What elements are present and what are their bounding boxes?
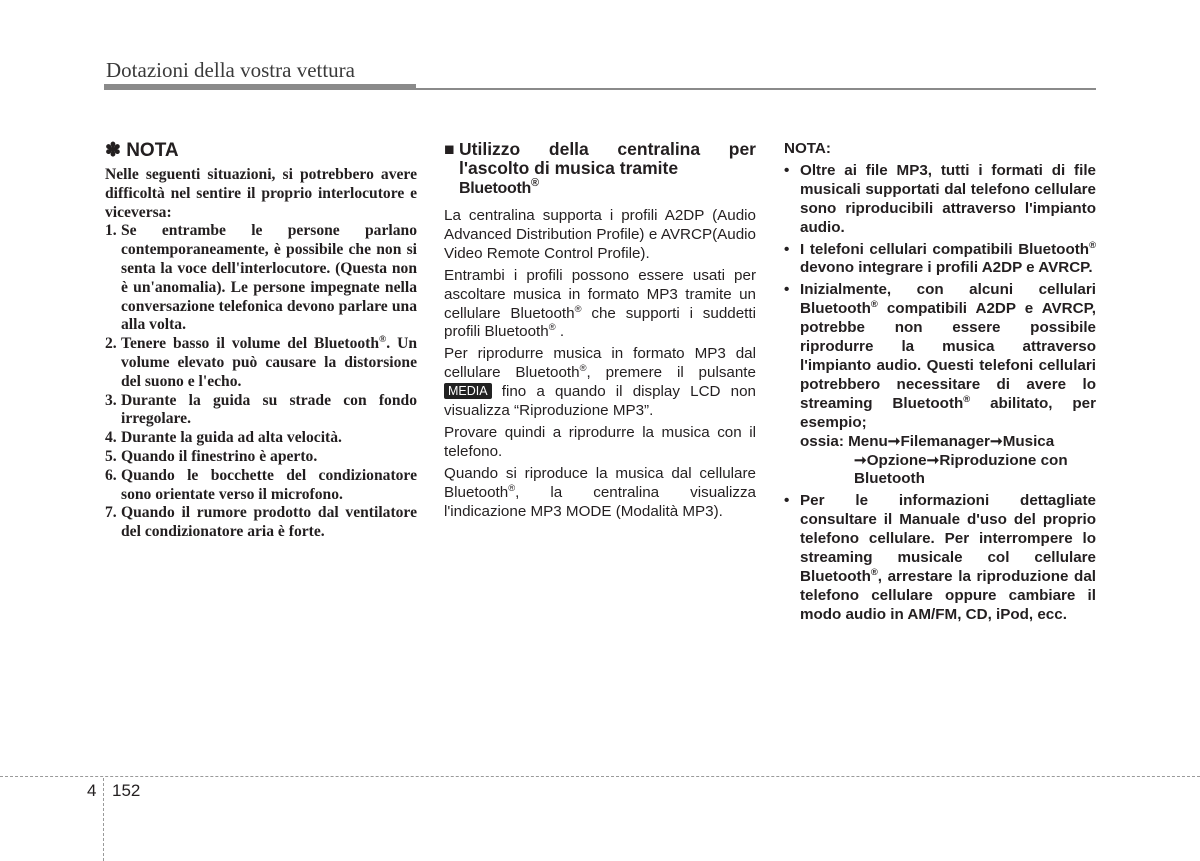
column-nota	[105, 140, 417, 542]
list-text: devono integrare i profili A2DP e AVRCP.	[800, 259, 1093, 277]
footer-dashed-divider	[103, 778, 104, 861]
list-number: 7.	[105, 504, 117, 522]
asterisk-icon: ✽	[105, 140, 121, 161]
square-bullet-icon: ■	[444, 139, 455, 159]
text-run: , premere il pulsante	[586, 364, 756, 382]
text-run: Quando si riproduce la musica dal cellulare Bluetooth	[444, 464, 756, 501]
page-number: 152	[112, 781, 141, 800]
bullet-list	[784, 492, 1096, 624]
text-run: che supporti i suddetti profili Bluetooth	[444, 304, 756, 341]
text-run: Per riprodurre musica in formato MP3 dal cellulare Bluetooth	[444, 345, 756, 382]
page-header-title: Dotazioni della vostra vettura	[106, 58, 355, 82]
chapter-number: 4	[87, 781, 97, 800]
list-item	[105, 448, 417, 467]
section-heading-text: Utilizzo della centralina per l'ascolto di musica tramite	[459, 139, 756, 178]
section-heading	[444, 140, 756, 198]
text-run: .	[555, 323, 565, 341]
menu-path	[784, 433, 1096, 490]
list-text: I telefoni cellulari compatibili Bluetooth	[800, 240, 1090, 258]
list-text: Inizialmente, con alcuni cellulari Bluetooth	[800, 281, 1096, 318]
media-button-badge: MEDIA	[444, 383, 492, 399]
list-item	[784, 281, 1096, 432]
registered-mark: ®	[963, 392, 971, 404]
paragraph-media-button	[444, 345, 756, 421]
bullet-icon: •	[784, 161, 790, 179]
text-run: Entrambi i profili possono essere usati per ascoltare musica in formato MP3 tramite un cellulare Bluetooth	[444, 266, 756, 322]
list-number: 6.	[105, 466, 117, 484]
list-text: Tenere basso il volume del Bluetooth	[121, 335, 380, 353]
registered-mark: ®	[574, 302, 582, 314]
bullet-list	[784, 162, 1096, 433]
registered-mark: ®	[508, 481, 516, 493]
list-item	[784, 492, 1096, 624]
list-text: Quando il finestrino è aperto.	[121, 447, 318, 465]
list-number: 4.	[105, 429, 117, 447]
text-run: fino a quando il display LCD non visualizza “Riproduzione MP3”.	[444, 383, 756, 420]
nota-intro: Nelle seguenti situazioni, si potrebbero avere difficoltà nel sentire il proprio interlocutore e viceversa:	[105, 166, 417, 221]
bullet-icon: •	[784, 281, 790, 299]
list-item	[784, 162, 1096, 238]
nota-heading	[105, 140, 417, 162]
bullet-icon: •	[784, 492, 790, 510]
nota-list	[105, 222, 417, 542]
section-heading-bluetooth: Bluetooth	[459, 180, 531, 197]
paragraph-play: Provare quindi a riprodurre la musica con il telefono.	[444, 423, 756, 460]
registered-mark: ®	[870, 565, 878, 577]
registered-mark: ®	[548, 321, 556, 333]
registered-mark: ®	[379, 333, 387, 345]
list-item	[105, 467, 417, 505]
paragraph-mp3	[444, 267, 756, 343]
bullet-icon: •	[784, 240, 790, 258]
list-text: Per le informazioni dettagliate consultare il Manuale d'uso del proprio telefono cellulare. Per interrompere lo streaming musicale col cellulare Bluetooth	[800, 492, 1096, 585]
list-number: 3.	[105, 391, 117, 409]
column-bluetooth-music	[444, 140, 756, 525]
list-number: 2.	[105, 335, 117, 353]
menu-path-line: ossia: Menu➞Filemanager➞Musica	[800, 432, 1055, 450]
registered-mark: ®	[579, 362, 587, 374]
header-rule-thin	[416, 88, 1096, 90]
list-item	[105, 429, 417, 448]
nota-heading-text: NOTA	[126, 140, 179, 161]
list-text: Quando il rumore prodotto dal ventilatore del condizionatore aria è forte.	[121, 504, 417, 541]
list-item	[105, 392, 417, 430]
list-text: , arrestare la riproduzione dal telefono cellulare oppure cambiare il modo audio in AM/FM, CD, iPod, ecc.	[800, 567, 1096, 623]
list-text: Oltre ai file MP3, tutti i formati di file musicali supportati dal telefono cellulare sono riproducibili attraverso l'impianto audio.	[800, 161, 1096, 236]
nota-body	[105, 166, 417, 542]
list-text: Se entrambe le persone parlano contemporaneamente, è possibile che non si senta la voce dell'interlocutore. (Questa non è un'anomalia). Le persone impegnate nella conversazione telefonica devono parlare una alla volta.	[121, 222, 417, 334]
list-item	[784, 238, 1096, 279]
menu-path-line: ➞Opzione➞Riproduzione con Bluetooth	[854, 451, 1068, 488]
paragraph-profiles: La centralina supporta i profili A2DP (Audio Advanced Distribution Profile) e AVRCP(Audio Video Remote Control Profile).	[444, 207, 756, 262]
list-text: compatibili A2DP e AVRCP, potrebbe non essere possibile riprodurre la musica attraverso l'impianto audio. Questi telefoni cellulari potrebbero necessitare di avere lo streaming Bluetooth	[800, 300, 1096, 412]
registered-mark: ®	[530, 177, 539, 190]
column-nota-bullets	[784, 140, 1096, 628]
footer-dashed-rule	[0, 776, 1200, 777]
registered-mark: ®	[1089, 238, 1096, 250]
list-text: abilitato, per esempio;	[800, 394, 1096, 431]
paragraph-mp3-mode	[444, 465, 756, 522]
registered-mark: ®	[870, 298, 878, 310]
list-text: Quando le bocchette del condizionatore sono orientate verso il microfono.	[121, 466, 417, 503]
list-item	[105, 504, 417, 542]
list-item	[105, 335, 417, 391]
list-text: . Un volume elevato può causare la distorsione del suono e l'echo.	[121, 335, 417, 390]
list-item	[105, 222, 417, 335]
list-text: Durante la guida ad alta velocità.	[121, 429, 342, 447]
list-text: Durante la guida su strade con fondo irregolare.	[121, 391, 417, 428]
list-number: 5.	[105, 447, 117, 465]
list-number: 1.	[105, 222, 117, 240]
text-run: , la centralina visualizza l'indicazione MP3 MODE (Modalità MP3).	[444, 483, 756, 520]
header-rule-thick	[104, 84, 416, 90]
nota-label: NOTA:	[784, 140, 831, 157]
